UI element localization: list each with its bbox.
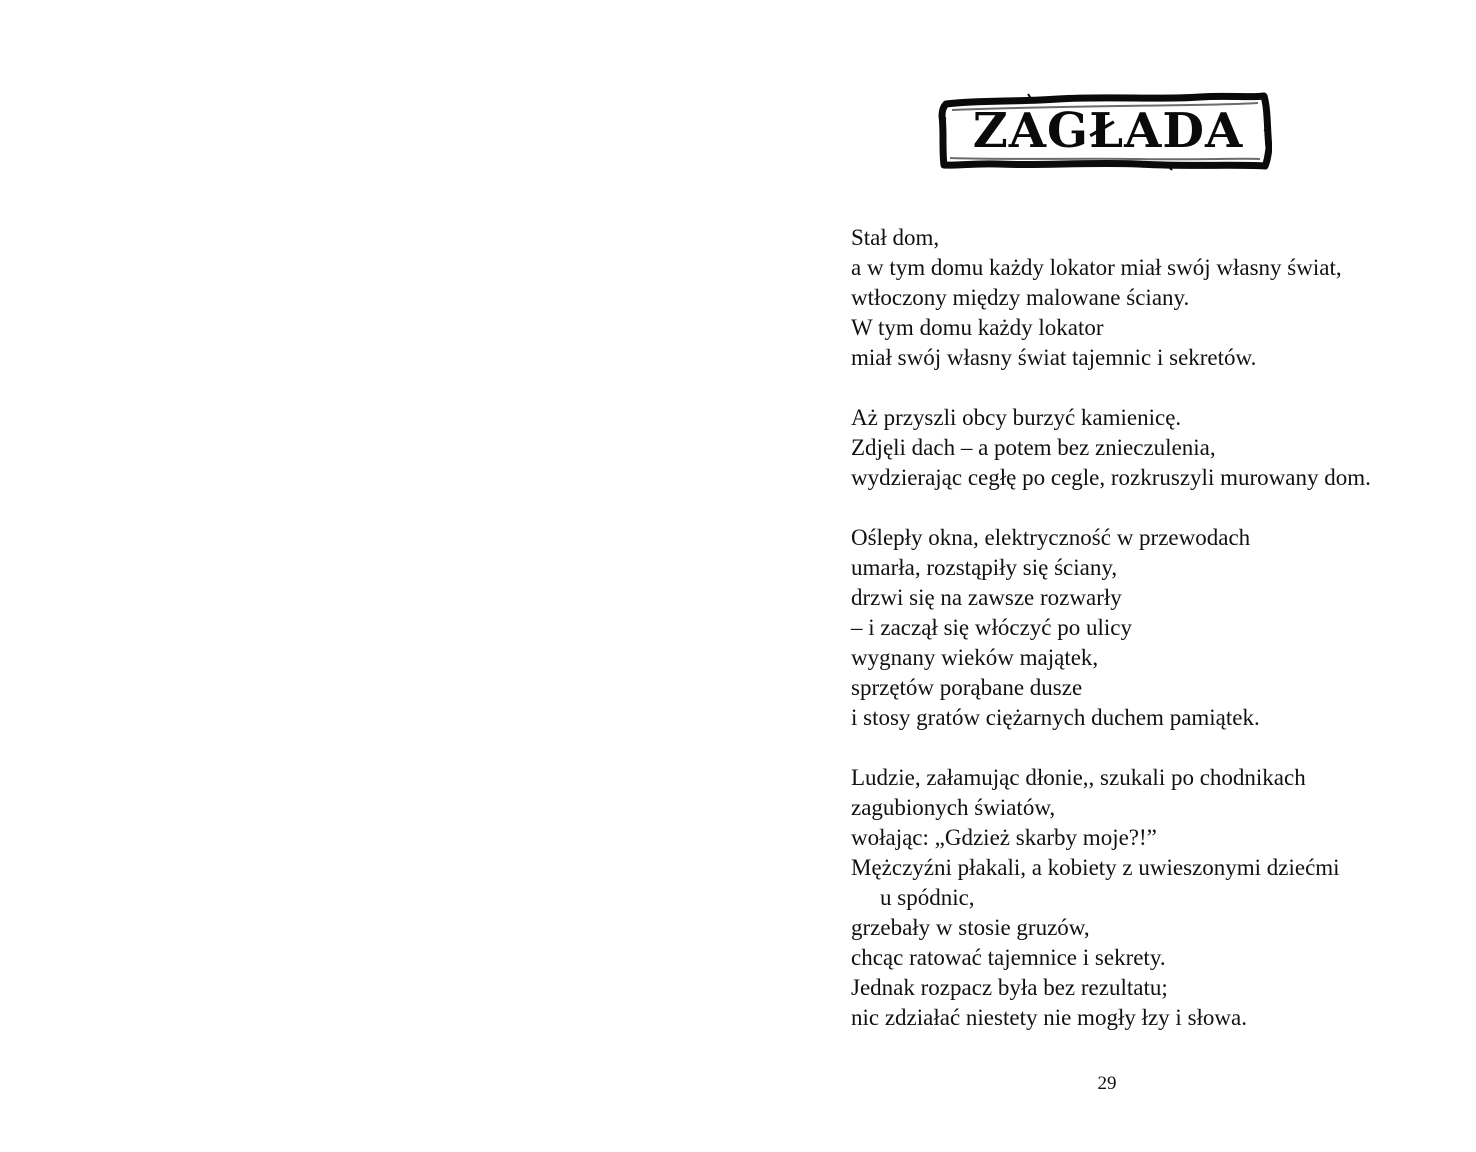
poem-line: zagubionych światów, bbox=[851, 795, 1056, 820]
poem-line: W tym domu każdy lokator bbox=[851, 315, 1104, 340]
poem-line: chcąc ratować tajemnice i sekrety. bbox=[851, 945, 1166, 970]
poem-line: wydzierając cegłę po cegle, rozkruszyli murowany dom. bbox=[851, 465, 1371, 490]
poem-line: Zdjęli dach – a potem bez znieczulenia, bbox=[851, 435, 1216, 460]
title-banner bbox=[938, 90, 1272, 172]
poem-line: miał swój własny świat tajemnic i sekretów. bbox=[851, 345, 1257, 370]
right-page bbox=[738, 0, 1476, 1152]
stanza-4 bbox=[851, 763, 1451, 1033]
stanza-1 bbox=[851, 223, 1451, 373]
poem-line: Aż przyszli obcy burzyć kamienicę. bbox=[851, 405, 1182, 430]
poem-line: Oślepły okna, elektryczność w przewodach bbox=[851, 525, 1251, 550]
poem-line: sprzętów porąbane dusze bbox=[851, 675, 1083, 700]
poem-line: drzwi się na zawsze rozwarły bbox=[851, 585, 1122, 610]
poem-line: i stosy gratów ciężarnych duchem pamiątek. bbox=[851, 705, 1260, 730]
poem-line-continuation: u spódnic, bbox=[880, 885, 975, 910]
poem-line: wtłoczony między malowane ściany. bbox=[851, 285, 1190, 310]
poem-body bbox=[851, 223, 1451, 1063]
poem-line: wygnany wieków majątek, bbox=[851, 645, 1099, 670]
poem-line: – i zaczął się włóczyć po ulicy bbox=[851, 615, 1132, 640]
poem-line: a w tym domu każdy lokator miał swój własny świat, bbox=[851, 255, 1342, 280]
poem-line: grzebały w stosie gruzów, bbox=[851, 915, 1090, 940]
poem-line: Mężczyźni płakali, a kobiety z uwieszonymi dziećmi bbox=[851, 855, 1340, 880]
poem-line: Jednak rozpacz była bez rezultatu; bbox=[851, 975, 1168, 1000]
poem-line: Ludzie, załamując dłonie,, szukali po chodnikach bbox=[851, 765, 1306, 790]
poem-line: umarła, rozstąpiły się ściany, bbox=[851, 555, 1118, 580]
poem-title: ZAGŁADA bbox=[972, 103, 1244, 159]
poem-line: Stał dom, bbox=[851, 225, 940, 250]
stanza-2 bbox=[851, 403, 1451, 493]
poem-line: wołając: „Gdzież skarby moje?!” bbox=[851, 825, 1157, 850]
stanza-3 bbox=[851, 523, 1451, 733]
page-number: 29 bbox=[1097, 1073, 1117, 1094]
poem-line: nic zdziałać niestety nie mogły łzy i słowa. bbox=[851, 1005, 1247, 1030]
